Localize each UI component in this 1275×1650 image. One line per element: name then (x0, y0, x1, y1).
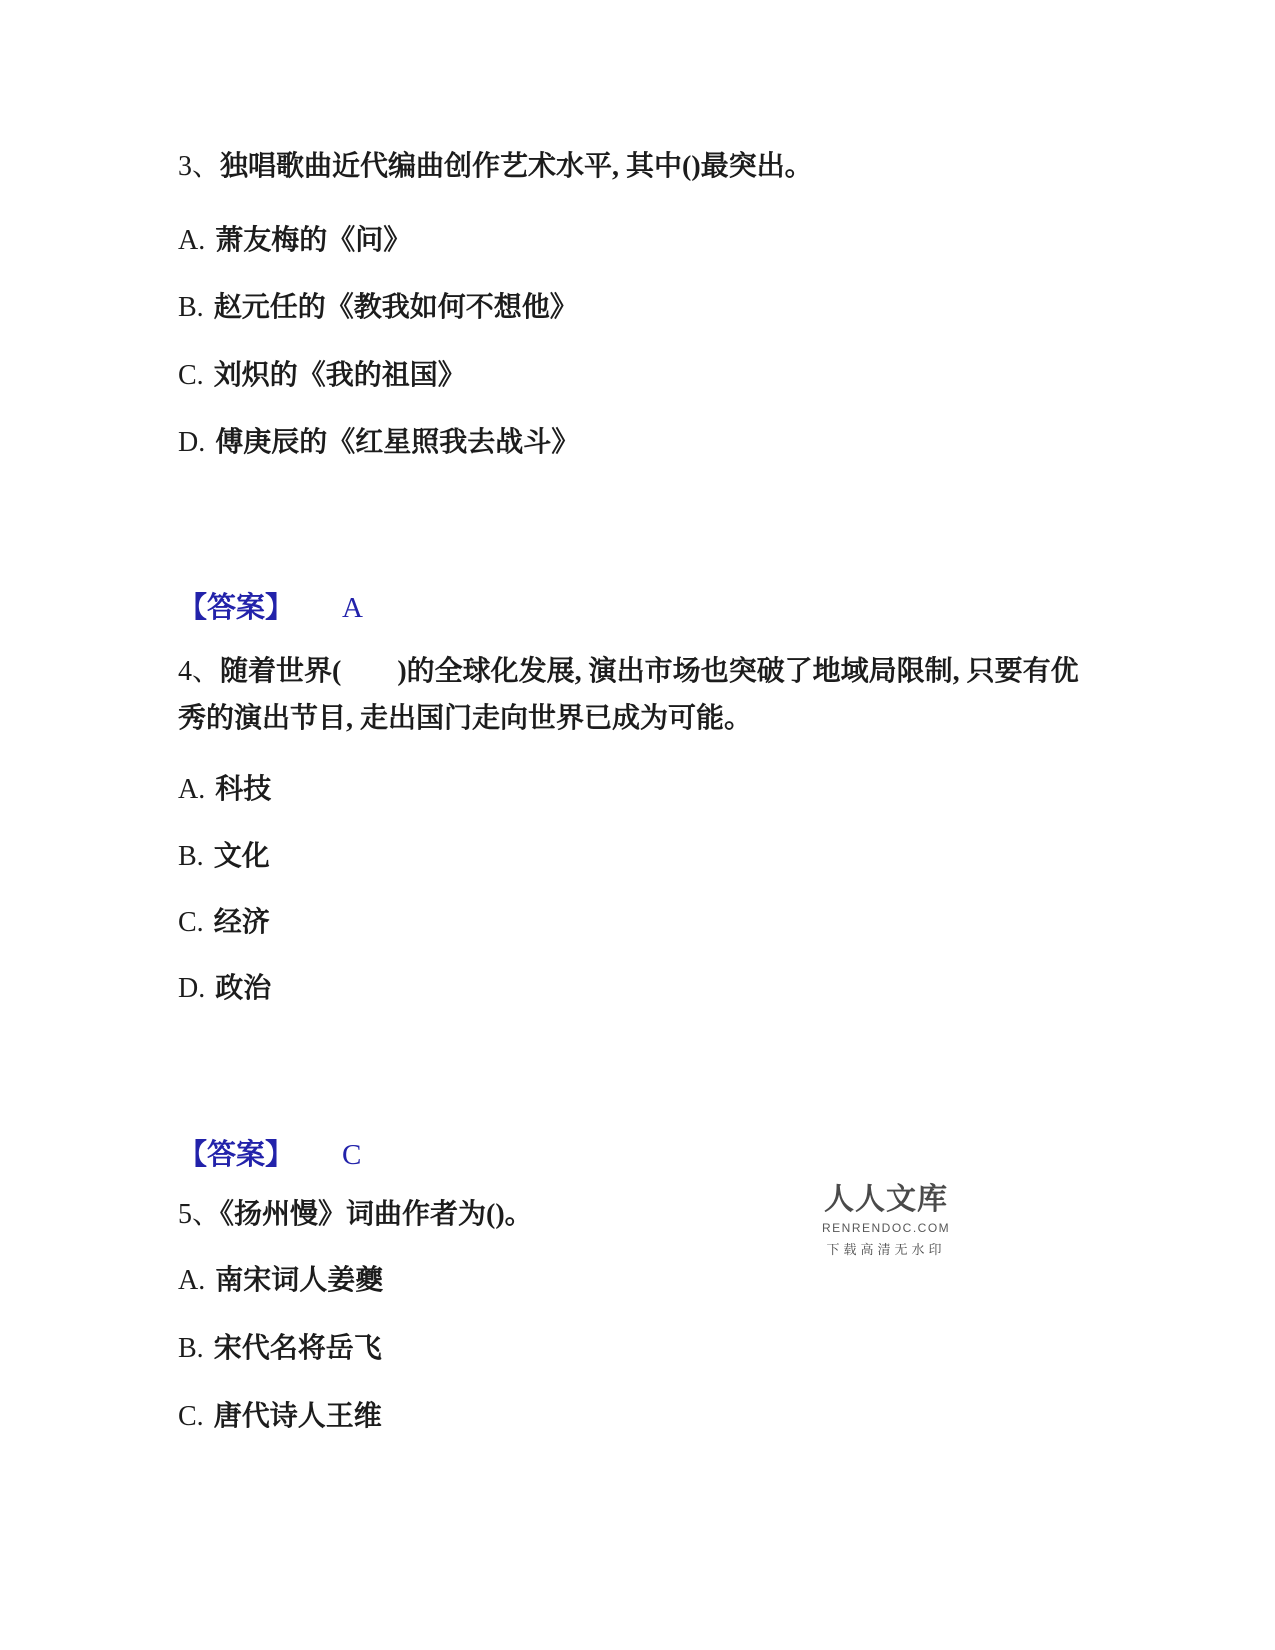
question-4-number: 4、 (178, 656, 221, 687)
answer-label: 【答案】 (178, 592, 295, 624)
option-label: D. (178, 427, 206, 458)
answer-label: 【答案】 (178, 1139, 295, 1171)
question-3-number: 3、 (178, 151, 221, 182)
watermark-domain: RENRENDOC.COM (822, 1220, 951, 1235)
option-text: 赵元任的《教我如何不想他》 (213, 292, 578, 323)
question-3-text: 独唱歌曲近代编曲创作艺术水平, 其中()最突出。 (220, 151, 813, 182)
option-text: 刘炽的《我的祖国》 (213, 360, 466, 391)
question-4 (178, 648, 1098, 742)
option-label: A. (178, 1265, 206, 1296)
question-3-answer (178, 591, 363, 625)
question-4-option-b (178, 840, 270, 874)
question-3 (178, 150, 813, 184)
question-4-option-d (178, 972, 271, 1006)
question-3-option-d (178, 426, 579, 460)
option-label: B. (178, 292, 204, 323)
option-label: B. (178, 1333, 204, 1364)
question-3-option-b (178, 291, 578, 325)
option-text: 政治 (215, 973, 272, 1004)
option-label: D. (178, 973, 206, 1004)
option-text: 宋代名将岳飞 (213, 1333, 382, 1364)
question-5-option-a (178, 1264, 383, 1298)
option-label: C. (178, 907, 204, 938)
answer-value: C (342, 1139, 362, 1171)
option-label: C. (178, 360, 204, 391)
option-text: 傅庚辰的《红星照我去战斗》 (215, 427, 580, 458)
question-4-text: 随着世界( )的全球化发展, 演出市场也突破了地域局限制, 只要有优秀的演出节目, 走出国门走向世界已成为可能。 (178, 656, 1079, 734)
question-3-option-a (178, 224, 411, 258)
option-label: C. (178, 1401, 204, 1432)
question-4-option-c (178, 906, 270, 940)
option-label: B. (178, 841, 204, 872)
answer-value: A (342, 592, 363, 624)
option-label: A. (178, 225, 206, 256)
option-text: 萧友梅的《问》 (215, 225, 412, 256)
question-5-option-b (178, 1332, 382, 1366)
option-text: 南宋词人姜夔 (215, 1265, 384, 1296)
option-text: 科技 (215, 774, 272, 805)
question-5-option-c (178, 1400, 382, 1434)
question-3-option-c (178, 359, 466, 393)
question-5 (178, 1198, 533, 1232)
question-5-text: 《扬州慢》词曲作者为()。 (220, 1199, 533, 1230)
option-label: A. (178, 774, 206, 805)
watermark-logo-text: 人人文库 (824, 1183, 948, 1216)
question-4-option-a (178, 773, 271, 807)
question-5-number: 5、 (178, 1199, 221, 1230)
question-4-answer (178, 1138, 361, 1172)
option-text: 唐代诗人王维 (213, 1401, 382, 1432)
watermark-tagline: 下载高清无水印 (826, 1241, 946, 1257)
option-text: 文化 (213, 841, 270, 872)
option-text: 经济 (213, 907, 270, 938)
watermark (822, 1184, 950, 1258)
